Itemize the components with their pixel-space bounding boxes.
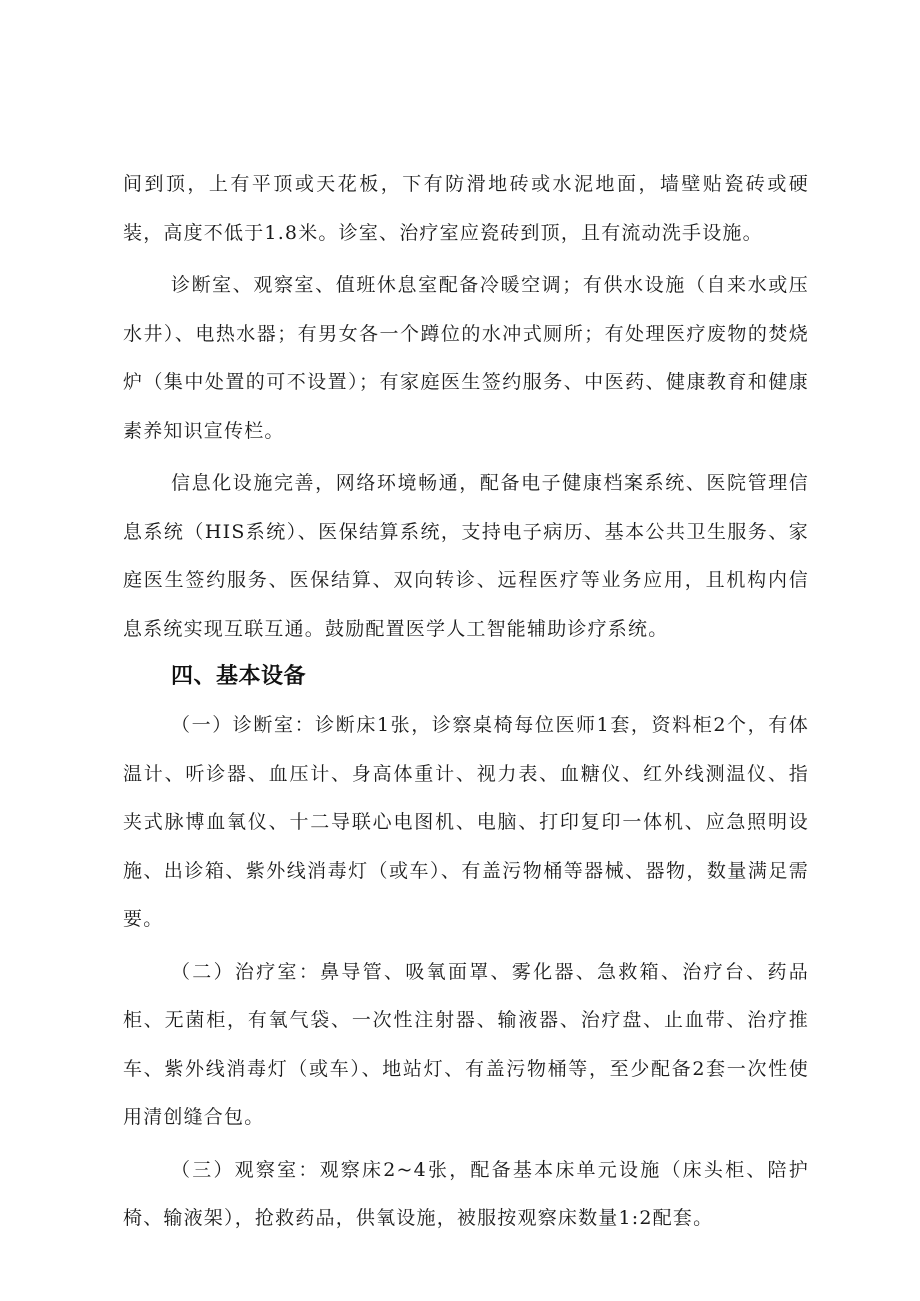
- section-heading-basic-equipment: 四、基本设备: [171, 664, 307, 689]
- paragraph-observation-room: （三）观察室：观察床2~4张，配备基本床单元设施（床头柜、陪护椅、输液架），抢救药品，供氧设施，被服按观察床数量1:2配套。: [123, 1158, 809, 1229]
- paragraph-information-systems: 信息化设施完善，网络环境畅通，配备电子健康档案系统、医院管理信息系统（HIS系统）、医保结算系统，支持电子病历、基本公共卫生服务、家庭医生签约服务、医保结算、双向转诊、远程医疗等业务应用，且机构内信息系统实现互联互通。鼓励配置医学人工智能辅助诊疗系统。: [123, 472, 809, 640]
- paragraph-diagnosis-room: （一）诊断室：诊断床1张，诊察桌椅每位医师1套，资料柜2个，有体温计、听诊器、血压计、身高体重计、视力表、血糖仪、红外线测温仪、指夹式脉博血氧仪、十二导联心电图机、电脑、打印复印一体机、应急照明设施、出诊箱、紫外线消毒灯（或车）、有盖污物桶等器械、器物，数量满足需要。: [123, 714, 809, 930]
- paragraph-facilities-finish: 间到顶，上有平顶或天花板，下有防滑地砖或水泥地面，墙壁贴瓷砖或硬装，高度不低于1.8米。诊室、治疗室应瓷砖到顶，且有流动洗手设施。: [123, 173, 809, 244]
- paragraph-amenities: 诊断室、观察室、值班休息室配备冷暖空调；有供水设施（自来水或压水井）、电热水器；有男女各一个蹲位的水冲式厕所；有处理医疗废物的焚烧炉（集中处置的可不设置）；有家庭医生签约服务、中医药、健康教育和健康素养知识宣传栏。: [123, 274, 809, 442]
- document-body: [123, 160, 809, 1243]
- paragraph-treatment-room: （二）治疗室：鼻导管、吸氧面罩、雾化器、急救箱、治疗台、药品柜、无菌柜，有氧气袋、一次性注射器、输液器、治疗盘、止血带、治疗推车、紫外线消毒灯（或车）、地站灯、有盖污物桶等，至少配备2套一次性使用清创缝合包。: [123, 960, 809, 1128]
